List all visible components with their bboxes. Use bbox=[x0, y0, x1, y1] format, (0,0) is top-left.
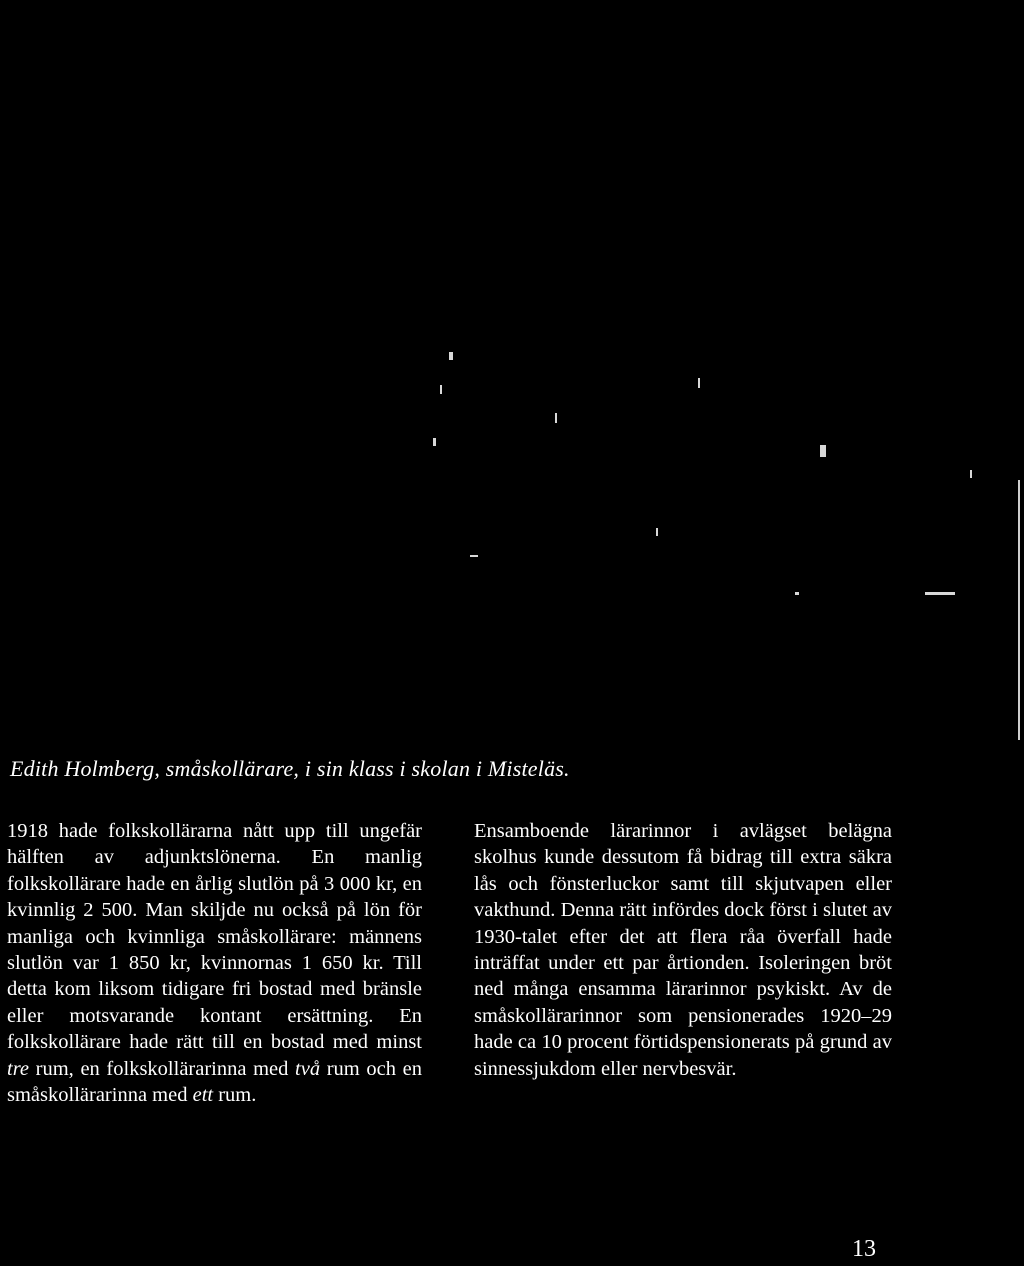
left-paragraph-text: 1918 hade folkskollärarna nått upp till ungefär hälften av adjunktslönerna. En manlig folkskollärare hade en årlig slutlön på 3 000 kr, en kvinnlig 2 500. Man skiljde nu också på lön för manliga och kvinnliga småskollärare: männens slutlön var 1 850 kr, kvinnornas 1 650 kr. Till detta kom liksom tidigare fri bostad med bränsle eller motsvarande kontant ersättning. En folkskollärare hade rätt till en bostad med minst bbox=[7, 820, 422, 1054]
photo-speck bbox=[555, 413, 557, 423]
photo-speck bbox=[470, 555, 478, 557]
photo-caption: Edith Holmberg, småskollärare, i sin klass i skolan i Misteläs. bbox=[10, 756, 570, 781]
photo-speck bbox=[925, 592, 955, 595]
photo-speck bbox=[698, 378, 700, 388]
left-column-text bbox=[7, 818, 422, 1108]
left-paragraph-text: rum och en småskollärarinna med bbox=[7, 1057, 422, 1107]
left-paragraph-text: rum. bbox=[213, 1084, 257, 1107]
emphasis-tre: tre bbox=[7, 1057, 30, 1080]
right-column-text: Ensamboende lärarinnor i avlägset belägna skolhus kunde dessutom få bidrag till extra säkra lås och fönsterluckor samt till skjutvapen eller vakthund. Denna rätt infördes dock först i slutet av 1930-talet efter det att flera råa överfall hade inträffat under ett par årtionden. Isoleringen bröt ned många ensamma lärarinnor psykiskt. Av de småskollärarinnor som pensionerades 1920–29 hade ca 10 procent förtidspensionerats på grund av sinnessjukdom eller nervbesvär. bbox=[474, 820, 892, 1080]
photo-edge-line bbox=[1018, 480, 1020, 740]
photo-speck bbox=[449, 352, 453, 360]
photo-speck bbox=[440, 385, 442, 394]
photo-speck bbox=[820, 445, 826, 457]
photo-speck bbox=[433, 438, 436, 446]
photo-speck bbox=[970, 470, 972, 478]
photo-speck bbox=[656, 528, 658, 536]
left-paragraph-text: rum, en folkskollärarinna med bbox=[29, 1057, 296, 1080]
emphasis-tva: två bbox=[295, 1057, 321, 1080]
page-number: 13 bbox=[852, 1236, 876, 1262]
photo-speck bbox=[795, 592, 799, 595]
emphasis-ett: ett bbox=[192, 1084, 214, 1107]
